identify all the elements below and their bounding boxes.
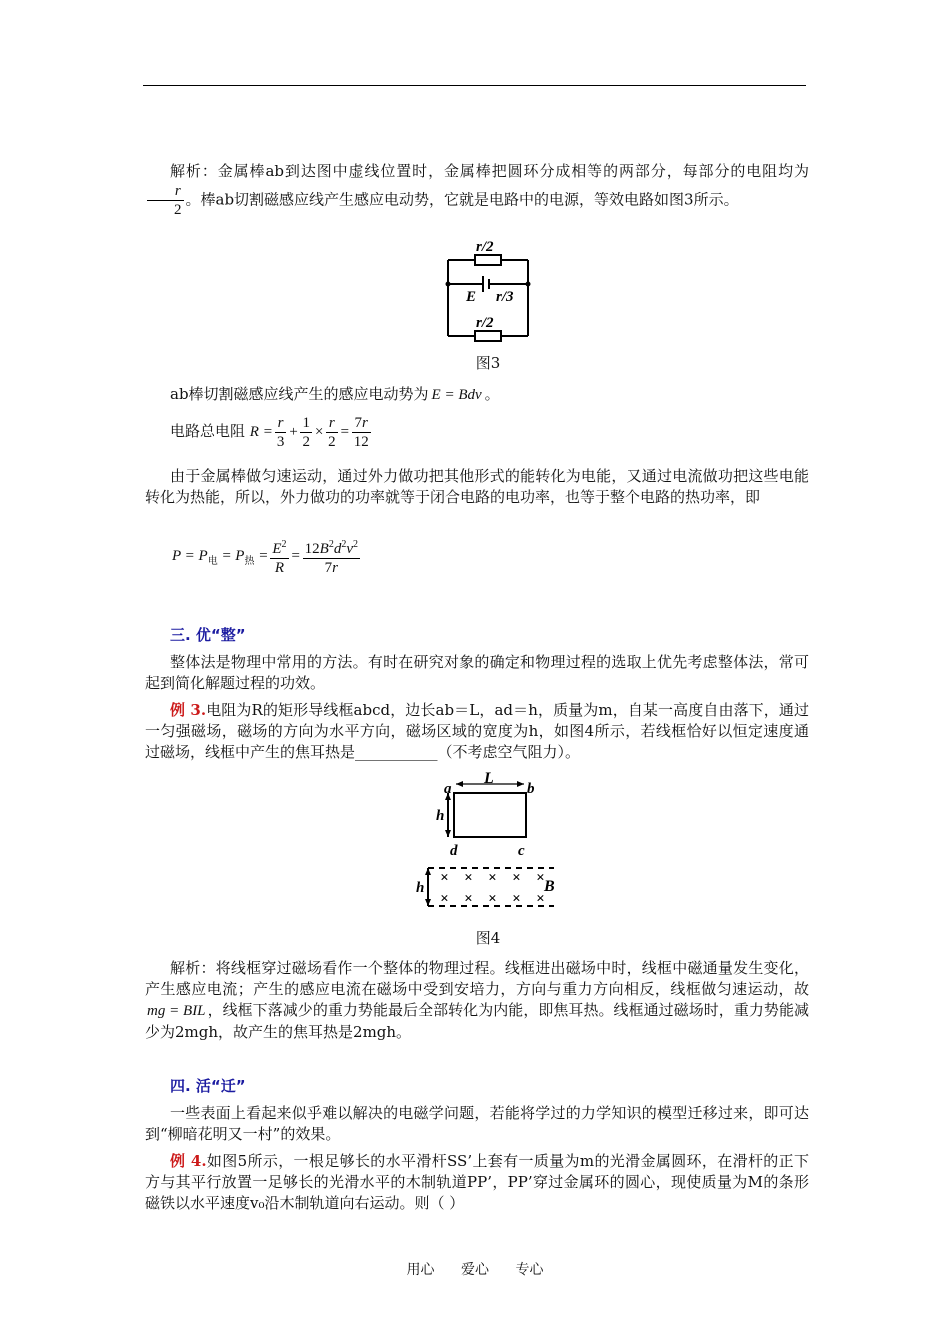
- section-3-body: 整体法是物理中常用的方法。有时在研究对象的确定和物理过程的选取上优先考虑整体法，常可起到简化解题过程的功效。: [145, 653, 809, 692]
- svg-text:×: ×: [536, 870, 545, 886]
- fig4-label-d: d: [450, 843, 458, 859]
- fig4-label-b: b: [527, 781, 535, 797]
- resistance-formula: R = $\frac{r}{3}$ + $\frac{1}{2}$ × $\frac{r}{2}$ = $\frac{7r}{12}$: [249, 415, 369, 450]
- example-4-label: 例 4.: [170, 1152, 207, 1170]
- fig4-label-B: B: [544, 878, 555, 895]
- svg-text:×: ×: [488, 891, 497, 907]
- fraction-r-over-2: $\frac{r}{2}$: [147, 182, 184, 219]
- analysis-paragraph-1: [145, 161, 809, 219]
- analysis-text: 解析：金属棒ab到达图中虚线位置时，金属棒把圆环分成相等的两部分，每部分的电阻均为: [170, 162, 809, 180]
- svg-text:×: ×: [536, 891, 545, 907]
- emf-paragraph: [145, 384, 809, 406]
- emf-formula: E = Bdv: [431, 387, 482, 403]
- svg-text:×: ×: [440, 891, 449, 907]
- svg-text:×: ×: [464, 870, 473, 886]
- fig4-label-h-frame: h: [436, 808, 445, 824]
- section-3-heading: 三. 优“整”: [170, 626, 246, 644]
- figure-3-caption: 图3: [475, 354, 501, 372]
- fig3-internal-resistance-label: r/3: [496, 289, 514, 305]
- fig3-bottom-label: r/2: [476, 315, 494, 331]
- analysis-4-text-after: ，线框下落减少的重力势能最后全部转化为内能，即焦耳热。线框通过磁场时，重力势能减少为2mgh，故产生的焦耳热是2mgh。: [145, 1001, 809, 1041]
- section-4-heading: 四. 活“迁”: [170, 1077, 246, 1095]
- example-3: [145, 700, 809, 763]
- header-rule: [143, 85, 806, 86]
- analysis-4-formula: mg = BIL: [147, 1003, 206, 1019]
- fig4-label-c: c: [518, 843, 525, 859]
- resistance-text: 电路总电阻: [170, 421, 246, 440]
- fig4-label-h-field: h: [416, 880, 425, 896]
- fig4-label-a: a: [444, 781, 452, 797]
- analysis-4: [145, 958, 809, 1043]
- example-3-text: 电阻为R的矩形导线框abcd，边长ab＝L，ad＝h，质量为m，自某一高度自由落下，通过一匀强磁场，磁场的方向为水平方向，磁场区域的宽度为h，如图4所示，若线框恰好以恒定速度通过磁场，线框中产生的焦耳热是___________（不考虑空气阻力）。: [145, 701, 809, 761]
- power-paragraph: 由于金属棒做匀速运动，通过外力做功把其他形式的能转化为电能，又通过电流做功把这些电能转化为热能，所以，外力做功的功率就等于闭合电路的电功率，也等于整个电路的热功率，即: [145, 467, 809, 506]
- figure-4-diagram: [412, 766, 562, 914]
- example-3-label: 例 3.: [170, 701, 207, 719]
- page-footer: 用心 爱心 专心: [406, 1262, 544, 1278]
- analysis-4-text: 解析：将线框穿过磁场看作一个整体的物理过程。线框进出磁场中时，线框中磁通量发生变化，产生感应电流；产生的感应电流在磁场中受到安培力，方向与重力方向相反，线框做匀速运动，故: [145, 959, 809, 998]
- fig3-top-label: r/2: [476, 239, 494, 255]
- fig3-emf-label: E: [466, 289, 477, 305]
- emf-end: 。: [484, 385, 500, 403]
- total-resistance-line: [170, 414, 373, 451]
- svg-text:×: ×: [512, 891, 521, 907]
- fig4-label-L: L: [484, 770, 494, 787]
- analysis-text-after: 。棒ab切割磁感应线产生感应电动势，它就是电路中的电源，等效电路如图3所示。: [185, 190, 739, 209]
- svg-text:×: ×: [440, 870, 449, 886]
- emf-text: ab棒切割磁感应线产生的感应电动势为: [170, 385, 429, 403]
- power-formula: $P = P_电 = P_热$ = $\frac{E^2}{R}$ = $\frac{12B^2d^2v^2}{7r}$: [172, 536, 362, 577]
- svg-text:×: ×: [512, 870, 521, 886]
- figure-4-caption: 图4: [475, 929, 501, 947]
- svg-text:×: ×: [488, 870, 497, 886]
- example-4: [145, 1151, 809, 1214]
- svg-text:×: ×: [464, 891, 473, 907]
- example-4-text: 如图5所示，一根足够长的水平滑杆SS’上套有一质量为m的光滑金属圆环，在滑杆的正下方与其平行放置一足够长的光滑水平的木制轨道PP’，PP’穿过金属环的圆心，现使质量为M的条形磁铁以水平速度v₀沿木制轨道向右运动。则（ ）: [145, 1152, 809, 1212]
- figure-3-circuit: [438, 234, 538, 344]
- section-4-body: 一些表面上看起来似乎难以解决的电磁学问题，若能将学过的力学知识的模型迁移过来，即可达到“柳暗花明又一村”的效果。: [145, 1104, 809, 1143]
